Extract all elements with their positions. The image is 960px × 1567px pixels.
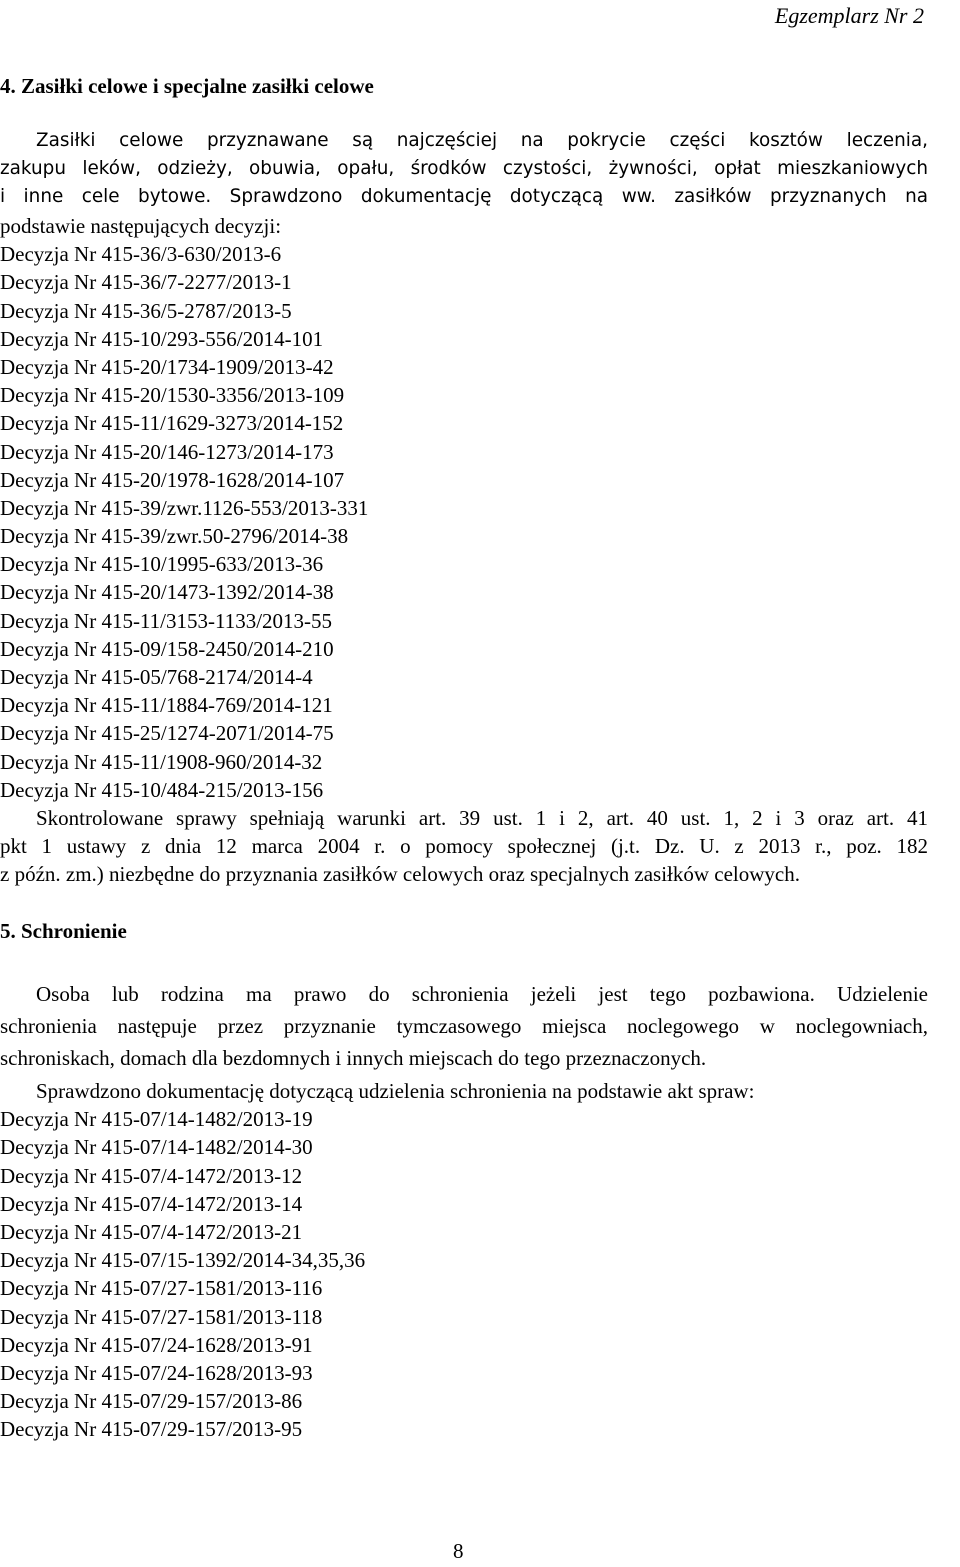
decision-item: Decyzja Nr 415-09/158-2450/2014-210 bbox=[0, 636, 334, 661]
decision-item: Decyzja Nr 415-36/5-2787/2013-5 bbox=[0, 298, 292, 323]
intro-line: i inne cele bytowe. Sprawdzono dokumentację dotyczącą ww. zasiłków przyznanych na bbox=[0, 186, 928, 207]
decision-item: Decyzja Nr 415-11/1884-769/2014-121 bbox=[0, 693, 333, 718]
intro-line: Zasiłki celowe przyznawane są najczęściej na pokrycie części kosztów leczenia, bbox=[36, 130, 928, 151]
intro-line: schronienia następuje przez przyznanie tymczasowego miejsca noclegowego w noclegowniach, bbox=[0, 1014, 928, 1038]
section-4-heading: 4. Zasiłki celowe i specjalne zasiłki celowe bbox=[0, 74, 374, 98]
decision-item: Decyzja Nr 415-07/4-1472/2013-14 bbox=[0, 1191, 303, 1216]
conclusion-line: pkt 1 ustawy z dnia 12 marca 2004 r. o pomocy społecznej (j.t. Dz. U. z 2013 r., poz. 182 bbox=[0, 834, 928, 858]
intro-line: zakupu leków, odzieży, obuwia, opału, środków czystości, żywności, opłat mieszkaniowych bbox=[0, 158, 928, 179]
decision-item: Decyzja Nr 415-20/146-1273/2014-173 bbox=[0, 439, 334, 464]
decision-item: Decyzja Nr 415-07/14-1482/2013-19 bbox=[0, 1107, 313, 1132]
decision-item: Decyzja Nr 415-07/4-1472/2013-12 bbox=[0, 1163, 303, 1188]
decision-item: Decyzja Nr 415-07/15-1392/2014-34,35,36 bbox=[0, 1248, 366, 1273]
conclusion-line: Skontrolowane sprawy spełniają warunki art. 39 ust. 1 i 2, art. 40 ust. 1, 2 i 3 oraz art. 41 bbox=[36, 806, 928, 830]
decision-item: Decyzja Nr 415-39/zwr.1126-553/2013-331 bbox=[0, 495, 369, 520]
decision-item: Decyzja Nr 415-07/29-157/2013-86 bbox=[0, 1389, 303, 1414]
decision-item: Decyzja Nr 415-36/7-2277/2013-1 bbox=[0, 270, 292, 295]
decision-item: Decyzja Nr 415-20/1734-1909/2013-42 bbox=[0, 354, 334, 379]
decision-item: Decyzja Nr 415-11/1908-960/2014-32 bbox=[0, 749, 323, 774]
decision-item: Decyzja Nr 415-07/24-1628/2013-93 bbox=[0, 1360, 313, 1385]
intro-line: Osoba lub rodzina ma prawo do schronienia jeżeli jest tego pozbawiona. Udzielenie bbox=[36, 982, 928, 1006]
section-4-intro bbox=[0, 127, 928, 211]
decision-item: Decyzja Nr 415-39/zwr.50-2796/2014-38 bbox=[0, 524, 349, 549]
section-4-conclusion bbox=[0, 804, 928, 888]
decision-item: Decyzja Nr 415-07/29-157/2013-95 bbox=[0, 1417, 303, 1442]
decision-item: Decyzja Nr 415-20/1530-3356/2013-109 bbox=[0, 383, 345, 408]
intro-line: schroniskach, domach dla bezdomnych i innych miejscach do tego przeznaczonych. bbox=[0, 1046, 707, 1070]
decision-item: Decyzja Nr 415-10/484-215/2013-156 bbox=[0, 777, 324, 802]
decision-item: Decyzja Nr 415-20/1473-1392/2014-38 bbox=[0, 580, 334, 605]
section-5-decision-list bbox=[0, 1077, 928, 1443]
page-number: 8 bbox=[453, 1539, 464, 1563]
copy-number-label: Egzemplarz Nr 2 bbox=[774, 3, 924, 28]
decision-item: Decyzja Nr 415-36/3-630/2013-6 bbox=[0, 242, 282, 267]
intro-line: podstawie następujących decyzji: bbox=[0, 214, 282, 238]
decision-item: Decyzja Nr 415-25/1274-2071/2014-75 bbox=[0, 721, 334, 746]
decision-item: Decyzja Nr 415-07/27-1581/2013-118 bbox=[0, 1304, 323, 1329]
section-5-intro bbox=[0, 978, 928, 1074]
section-5-heading: 5. Schronienie bbox=[0, 919, 127, 943]
decision-item: Decyzja Nr 415-07/24-1628/2013-91 bbox=[0, 1332, 313, 1357]
decision-item: Decyzja Nr 415-11/3153-1133/2013-55 bbox=[0, 608, 333, 633]
decision-item: Decyzja Nr 415-11/1629-3273/2014-152 bbox=[0, 411, 344, 436]
decision-item: Decyzja Nr 415-07/4-1472/2013-21 bbox=[0, 1219, 303, 1244]
section-4-decision-list bbox=[0, 212, 928, 804]
decision-item: Decyzja Nr 415-07/14-1482/2014-30 bbox=[0, 1135, 313, 1160]
conclusion-line: z późn. zm.) niezbędne do przyznania zasiłków celowych oraz specjalnych zasiłków celowych. bbox=[0, 862, 800, 886]
decision-item: Decyzja Nr 415-07/27-1581/2013-116 bbox=[0, 1276, 323, 1301]
decision-item: Decyzja Nr 415-10/1995-633/2013-36 bbox=[0, 552, 324, 577]
decision-item: Decyzja Nr 415-05/768-2174/2014-4 bbox=[0, 665, 313, 689]
decision-item: Decyzja Nr 415-20/1978-1628/2014-107 bbox=[0, 467, 345, 492]
check-line: Sprawdzono dokumentację dotyczącą udzielenia schronienia na podstawie akt spraw: bbox=[36, 1079, 755, 1103]
decision-item: Decyzja Nr 415-10/293-556/2014-101 bbox=[0, 326, 324, 351]
